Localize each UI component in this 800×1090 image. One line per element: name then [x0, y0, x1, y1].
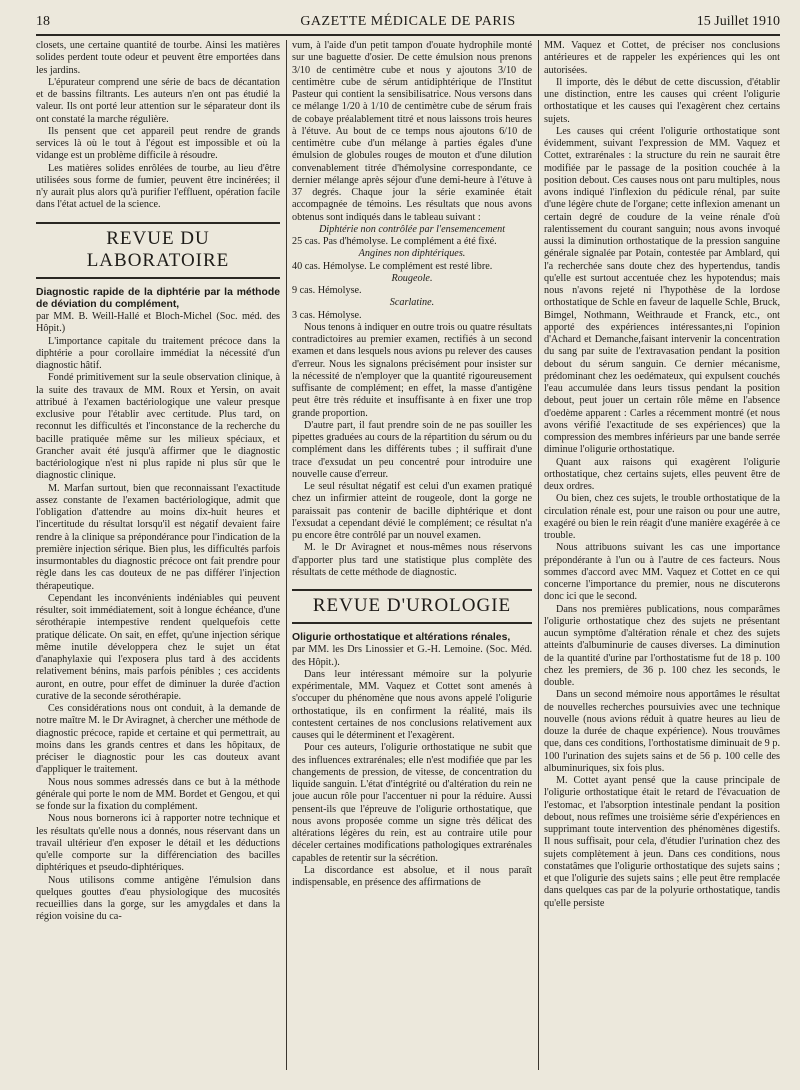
column-3 [544, 40, 780, 1070]
paragraph: Dans nos premières publications, nous comparâmes l'oligurie orthostatique chez des sujets ne présentant aucun symptôme d'altération rénale et chez des sujets atteints d'albuminurie de causes diverses. La diminution de la quantité d'urine par l'orthostatisme fut de 18 p. 100 chez les premiers, de 36 p. 100 chez les seconds, le double. [544, 603, 780, 688]
paragraph: Ou bien, chez ces sujets, le trouble orthostatique de la circulation rénale est, pour une raison ou pour une autre, exagéré ou bien le rein réagit d'une manière exagérée à ce trouble. [544, 493, 780, 541]
paragraph: Pour ces auteurs, l'oligurie orthostatique ne subit que des influences extrarénales; elle n'est modifiée que par les changements de pression, de vitesse, de concentration du liquide sanguin. L'état d'intégrité ou d'altération du rein ne joue aucun rôle pour l'accentuer ni pour la réduire. Aussi pensent-ils que l'épreuve de l'oligurie orthostatique, que nous avons proposée comme un signe très délicat des altérations légères du rein, est au contraire utile pour déceler certaines modifications pathologiques extrarénales capables de retentir sur la sécrétion. [292, 742, 532, 864]
column-divider [286, 40, 287, 1070]
article-authors: par MM. B. Weill-Hallé et Bloch-Michel (Soc. méd. des Hôpit.) [36, 311, 280, 335]
article-title: Diagnostic rapide de la diphtérie par la méthode de déviation du complément, [36, 286, 280, 310]
paragraph: Nous utilisons comme antigène l'émulsion dans quelques gouttes d'eau physiologique des mucosités recueillies dans la gorge, sur les amygdales et dans la région voisine du ca- [36, 874, 280, 923]
header-rule [36, 34, 780, 36]
section-heading: REVUE D'UROLOGIE [312, 595, 512, 616]
table-heading: Rougeole. [391, 272, 433, 284]
paragraph: La discordance est absolue, et il nous paraît indispensable, en présence des affirmations de [292, 864, 532, 888]
paragraph: Il importe, dès le début de cette discussion, d'établir une distinction, entre les causes qui créent l'oligurie orthostatique et les causes qui l'exagèrent chez certains sujets. [544, 76, 780, 125]
paragraph: M. Marfan surtout, bien que reconnaissant l'exactitude assez constante de l'examen bactériologique, admit que l'obligation d'attendre au moins dix-huit heures et l'incertitude du résultat lorsqu'il est négatif devaient faire rendre à la clinique sa prépondérance pour l'indication de la première injection sérique. Bien plus, les difficultés parfois insurmontables du diagnostic précoce ont fait prendre pour règle dans les cas douteux de ne pas différer l'injection thérapeutique. [36, 482, 280, 592]
table-row: 25 cas. Pas d'hémolyse. Le complément a été fixé. [292, 236, 497, 247]
paragraph: D'autre part, il faut prendre soin de ne pas souiller les pipettes graduées au cours de la répartition du sérum ou du complément dans les différents tubes ; il suffirait d'une trace d'exsudat un peu concentré pour introduire une nouvelle cause d'erreur. [292, 419, 532, 480]
section-heading-box [292, 589, 532, 624]
section-heading-box [36, 222, 280, 279]
page-header [36, 14, 780, 36]
paragraph: M. le Dr Aviragnet et nous-mêmes nous réservons d'apporter plus tard une statistique plus complète des résultats de cette méthode de diagnostic. [292, 542, 532, 578]
paragraph: Cependant les inconvénients indéniables qui peuvent résulter, soit immédiatement, soit à longue échéance, d'une sérothérapie intempestive rendent quelquefois cette pratique délicate. On sait, en effet, qu'une injection sérique même inutile développera chez le sujet un état d'anaphylaxie qui l'exposera plus tard à des accidents relativement bénins, mais parfois pénibles ; ces accidents auront, en outre, pour effet de diminuer la durée d'action curative de la seconde sérothérapie. [36, 592, 280, 702]
section-heading: REVUE DU LABORATOIRE [86, 227, 230, 271]
table-heading: Angines non diphtériques. [358, 248, 466, 260]
paragraph: Dans leur intéressant mémoire sur la polyurie expérimentale, MM. Vaquez et Cottet sont amenés à s'occuper du phénomène que nous avons appelé l'oligurie orthostatique, ils en confirment la réalité, mais ils contestent certaines de nos conclusions relativement aux causes qui le déterminent et l'exagèrent. [292, 668, 532, 741]
paragraph: Ces considérations nous ont conduit, à la demande de notre maître M. le Dr Aviragnet, à chercher une méthode de diagnostic précoce, rapide et certaine et qui permettrait, au moins dans les grands centres et dans les hôpitaux, de préciser le diagnostic pour les cas douteux avant d'appliquer le traitement. [36, 703, 280, 776]
paragraph: vum, à l'aide d'un petit tampon d'ouate hydrophile monté sur une baguette d'osier. De cette émulsion nous prenons 3/10 de centimètre cube et nous y ajoutons 3/10 de centimètre cube de sérum antidiphtérique de l'Institut Pasteur qui contient la sensibilisatrice. Nous versons dans ce mélange 1/20 à 1/10 de centimètre cube de sérum frais de cobaye préalablement titré et nous laissons trois heures à l'étuve. Au bout de ce temps nous ajoutons 6/10 de centimètre cube d'un mélange à parties égales d'une émulsion de globules rouges de mouton et d'une dilution convenablement titrée d'hémolysine correspondante, ce dernier mélange après séjour d'une demi-heure à l'étuve à 37 degrés. Chaque jour la série examinée était accompagnée de témoins. Les résultats que nous avons obtenus sont indiqués dans le tableau suivant : [292, 40, 532, 223]
paragraph: Nous nous sommes adressés dans ce but à la méthode générale qui porte le nom de MM. Bordet et Gengou, et qui se fonde sur la fixation du complément. [36, 776, 280, 812]
paragraph: Les matières solides enrôlées de tourbe, au lieu d'être utilisées sous forme de fumier, peuvent être incinérées; il n'y aurait plus alors qu'à purifier l'effluent, opération facile dans l'état actuel de la science. [36, 162, 280, 211]
paragraph: Fondé primitivement sur la seule observation clinique, à la suite des travaux de MM. Roux et Yersin, on avait attribué à l'examen bactériologique une valeur presque exclusive pour l'établir avec certitude. Plus tard, on reconnut les difficultés et l'inconstance de la recherche du bacille pratiquée même sur les milieux spéciaux, et Grancher avait été jusqu'à affirmer que le diagnostic bactériologique n'est ni plus rapide ni plus sûr que le diagnostic clinique. [36, 372, 280, 482]
table-heading: Diphtérie non contrôlée par l'ensemencement [318, 223, 506, 235]
column-1 [36, 40, 280, 1070]
table-row: 9 cas. Hémolyse. [292, 285, 362, 296]
paragraph: L'épurateur comprend une série de bacs de décantation et de bassins filtrants. Les auteurs n'en ont pas étudié la valeur. Ils ont porté leur attention sur le séparateur dont ils ont constaté la marche régulière. [36, 76, 280, 125]
paragraph: Nous attribuons suivant les cas une importance prépondérante à l'un ou à l'autre de ces facteurs. Nous sommes d'accord avec MM. Vaquez et Cottet en ce qui concerne l'importance du premier, nous ne discuterons donc ici que le second. [544, 542, 780, 603]
table-heading: Scarlatine. [389, 297, 435, 309]
paragraph: closets, une certaine quantité de tourbe. Ainsi les matières solides perdent toute odeur et peuvent être emportées dans les jardins. [36, 40, 280, 76]
table-row: 3 cas. Hémolyse. [292, 309, 362, 321]
article-title: Oligurie orthostatique et altérations rénales, [292, 632, 511, 643]
page-number: 18 [36, 14, 50, 29]
paragraph: Les causes qui créent l'oligurie orthostatique sont évidemment, suivant l'expression de MM. Vaquez et Cottet, extrarénales : la structure du rein ne saurait être modifiée par le passage de la position couchée à la position debout. Ces causes nous ont paru multiples, nous avons indiqué l'inflexion du pédicule rénal, par suite d'une légère chute de l'organe; cette inflexion amenant un certain degré de coudure de la veine rénale d'où ralentissement du courant sanguin; nous avons invoqué aussi la diminution orthostatique de la pression sanguine générale signalée par Potain, contestée par Amblard, qui l'a recherchée sans doute chez des hypertendus, tandis qu'elle est surtout accentuée chez les hypotendus; mais nous n'avons rejeté ni l'hypothèse de la lordose orthostatique de Schle en faveur de laquelle Schle, Bruck, Bimgel, Nothmann, Weithraude et Franck, etc., ont apporté des expériences intéressantes,ni l'opinion d'Achard et Demanche,faisant intervenir la concentration du sang par suite de l'extravasation pendant la position debout du sérum sanguin. Ce dernier mécanisme, prédominant chez les oedémateux, qui expulsent couchés l'eau accumulée dans leurs tissus pendant la position debout, peut jouer un certain rôle même en l'absence d'oedème apparent : Carles a récemment montré (et nous avons vérifié l'exactitude de ses expériences) que la compression des membres inférieurs par une bande serrée diminue l'oligurie orthostatique. [544, 125, 780, 456]
journal-title: GAZETTE MÉDICALE DE PARIS [300, 14, 516, 29]
paragraph: Le seul résultat négatif est celui d'un examen pratiqué chez un infirmier atteint de rougeole, dont la gorge ne paraissait pas contenir de bacille diphtérique et dont l'exsudat a cependant dévié le complément; ce résultat n'a pu encore être contrôlé par un nouvel examen. [292, 481, 532, 541]
paragraph: Quant aux raisons qui exagèrent l'oligurie orthostatique, chez certains sujets, elles peuvent être de deux ordres. [544, 456, 780, 492]
paragraph: Ils pensent que cet appareil peut rendre de grands services là où le tout à l'égout est impossible et où la vidange est un problème difficile à résoudre. [36, 125, 280, 162]
paragraph: Dans un second mémoire nous apportâmes le résultat de nouvelles recherches poursuivies avec une technique nouvelle (nous avions réduit à quatre heures au lieu de douze la durée de chaque expérience). Nous trouvâmes que, dans ces conditions, l'orthostatisme diminuait de 9 p. 100 l'urination des sujets sains et de 56 p. 100 celle des albuminuriques, six fois plus. [544, 689, 780, 774]
paragraph: MM. Vaquez et Cottet, de préciser nos conclusions antérieures et de rappeler les expériences qui les ont autorisées. [544, 40, 780, 76]
column-2 [292, 40, 532, 1070]
paragraph: L'importance capitale du traitement précoce dans la diphtérie a pour corollaire immédiat la nécessité d'un diagnostic hâtif. [36, 335, 280, 371]
paragraph: M. Cottet ayant pensé que la cause principale de l'oligurie orthostatique était le retard de l'évacuation de l'estomac, et l'absorption intestinale pendant la position debout, nous refîmes une troisième série d'expériences en supprimant toute intervention des phénomènes digestifs. Il nous suffisait, pour cela, d'étudier l'urination chez des sujets complètement à jeun. Dans ces conditions, nous constatâmes que l'oligurie orthostatique des sujets sains ; et que l'oligurie des sujets sains ; elle peut être remplacée dans quelques cas par de la polyurie orthostatique, tandis qu'elle persiste [544, 775, 780, 909]
article-authors: par MM. les Drs Linossier et G.-H. Lemoine. (Soc. Méd. des Hôpit.). [292, 644, 532, 668]
paragraph: Nous nous bornerons ici à rapporter notre technique et les résultats qu'elle nous a donnés, nous réservant dans un travail ultérieur d'en exposer le détail et les déductions qu'elle comporte sur la différenciation des bacilles diphtériques et pseudo-diphtériques. [36, 813, 280, 874]
column-divider [538, 40, 539, 1070]
issue-date: 15 Juillet 1910 [696, 14, 780, 29]
table-row: 40 cas. Hémolyse. Le complément est resté libre. [292, 260, 493, 272]
paragraph: Nous tenons à indiquer en outre trois ou quatre résultats contradictoires au premier examen, rectifiés à un second examen et dans lesquels nous avions pu relever des causes d'erreur. Nous les signalons précisément pour insister sur la nécessité de n'employer que la quantité rigoureusement suffisante de complément; en effet, la masse d'antigène peut être très réduite et insuffisante à en fixer une trop grande proportion. [292, 321, 532, 419]
